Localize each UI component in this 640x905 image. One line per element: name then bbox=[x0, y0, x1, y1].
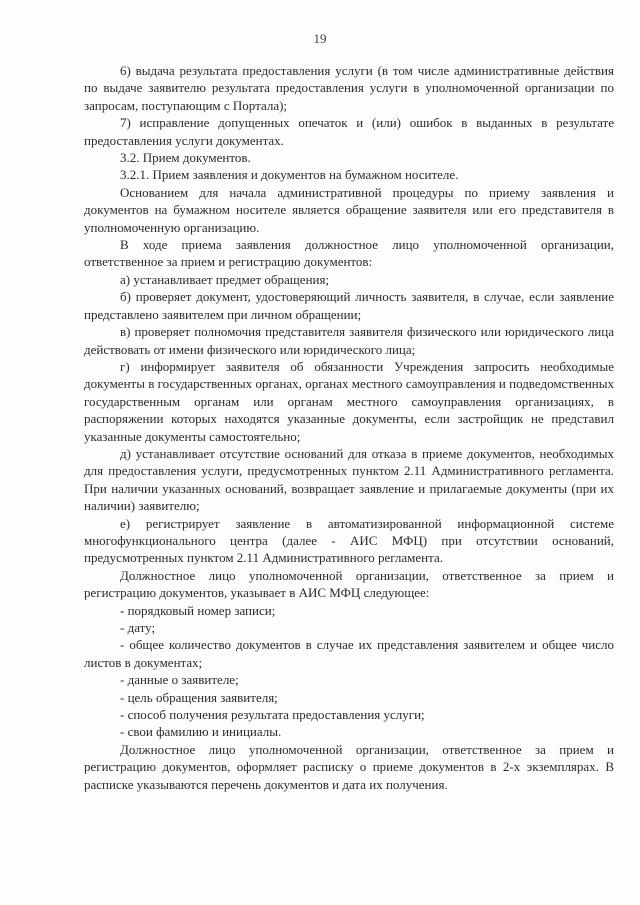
paragraph: 6) выдача результата предоставления услуги (в том числе административные действия по выдаче заявителю результата предоставления услуги в уполномоченной организации по запросам, поступающим с Портала); bbox=[84, 63, 614, 113]
list-item: в) проверяет полномочия представителя заявителя физического или юридического лица действовать от имени физического или юридического лица; bbox=[84, 324, 614, 357]
list-item: - данные о заявителе; bbox=[120, 672, 239, 688]
list-item: е) регистрирует заявление в автоматизированной информационной системе многофункционального центра (далее - АИС МФЦ) при отсутствии оснований, предусмотренных пунктом 2.11 Административного регламента. bbox=[84, 515, 614, 566]
section-heading: 3.2. Прием документов. bbox=[120, 150, 251, 166]
paragraph: Основанием для начала административной процедуры по приему заявления и документов на бумажном носителе является обращение заявителя или его представителя в уполномоченную организацию. bbox=[84, 184, 614, 235]
list-item: д) устанавливает отсутствие оснований для отказа в приеме документов, необходимых для предоставления услуги, предусмотренных пунктом 2.11 Административного регламента. При наличии указанных оснований, возвращает заявление и прилагаемые документы (при их наличии) заявителю; bbox=[84, 445, 614, 514]
paragraph: Должностное лицо уполномоченной организации, ответственное за прием и регистрацию документов, указывает в АИС МФЦ следующее: bbox=[84, 567, 614, 601]
list-item: - порядковый номер записи; bbox=[120, 602, 276, 618]
list-item: г) информирует заявителя об обязанности Учреждения запросить необходимые документы в государственных органах, органах местного самоуправления и подведомственных государственным органам или органам местного самоуправления организациях, в распоряжении которых находятся указанные документы, если застройщик не представил указанные документы самостоятельно; bbox=[84, 358, 614, 444]
paragraph: Должностное лицо уполномоченной организации, ответственное за прием и регистрацию документов, оформляет расписку о приеме документов в 2-х экземплярах. В расписке указываются перечень документов и дата их получения. bbox=[84, 741, 614, 792]
list-item: - свои фамилию и инициалы. bbox=[120, 724, 282, 740]
page-number: 19 bbox=[313, 31, 327, 46]
list-item: - цель обращения заявителя; bbox=[120, 689, 278, 705]
subsection-heading: 3.2.1. Прием заявления и документов на бумажном носителе. bbox=[120, 167, 459, 183]
list-item: - дату; bbox=[120, 620, 156, 635]
list-item: - способ получения результата предоставления услуги; bbox=[120, 707, 425, 723]
list-item: - общее количество документов в случае их представления заявителем и общее число листов в документах; bbox=[84, 637, 614, 670]
list-item: б) проверяет документ, удостоверяющий личность заявителя, в случае, если заявление представлено заявителем при личном обращении; bbox=[84, 289, 614, 322]
paragraph: 7) исправление допущенных опечаток и (или) ошибок в выданных в результате предоставления услуги документах. bbox=[84, 115, 614, 148]
list-item: а) устанавливает предмет обращения; bbox=[120, 271, 330, 287]
document-body bbox=[84, 62, 614, 793]
paragraph: В ходе приема заявления должностное лицо уполномоченной организации, ответственное за прием и регистрацию документов: bbox=[84, 237, 614, 270]
